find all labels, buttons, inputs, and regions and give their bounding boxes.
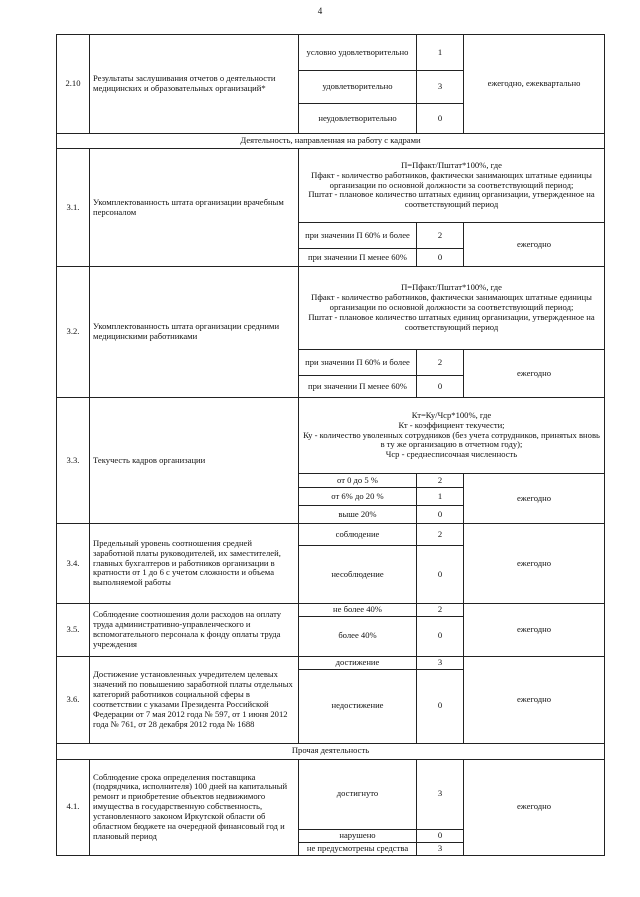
criterion-value: 3 bbox=[417, 842, 464, 855]
table-row bbox=[57, 267, 605, 350]
criterion-value: 1 bbox=[417, 35, 464, 71]
criterion-value: 3 bbox=[417, 759, 464, 829]
indicator-name: Укомплектованность штата организации средними медицинскими работниками bbox=[90, 267, 299, 398]
indicator-name: Соблюдение соотношения доли расходов на оплату труда административно-управленческого и вспомогательного персонала к фонду оплаты труда учреждения bbox=[90, 604, 299, 657]
criterion-label: условно удовлетворительно bbox=[299, 35, 417, 71]
criterion-label: несоблюдение bbox=[299, 546, 417, 604]
criterion-label: выше 20% bbox=[299, 506, 417, 524]
criterion-label: при значении П менее 60% bbox=[299, 249, 417, 267]
indicator-name: Текучесть кадров организации bbox=[90, 398, 299, 524]
table-row bbox=[57, 759, 605, 829]
indicator-name: Соблюдение срока определения поставщика (подрядчика, исполнителя) 100 дней на капитальный ремонт и приобретение объектов недвижимого имущества в государственную собственность, установленного законом Иркутской области об областном бюджете на очередной финансовый год и плановый период bbox=[90, 759, 299, 855]
formula-block bbox=[299, 267, 605, 350]
formula-block bbox=[299, 149, 605, 223]
table-row bbox=[57, 398, 605, 474]
criterion-value: 0 bbox=[417, 546, 464, 604]
periodicity: ежегодно bbox=[464, 604, 605, 657]
criterion-value: 0 bbox=[417, 669, 464, 743]
criterion-label: при значении П 60% и более bbox=[299, 223, 417, 249]
formula-line: Ку - количество уволенных сотрудников (без учета сотрудников, принятых вновь в ту же организацию в отчетном году); bbox=[303, 429, 600, 450]
table-row bbox=[57, 524, 605, 546]
periodicity: ежегодно bbox=[464, 656, 605, 743]
periodicity: ежегодно bbox=[464, 524, 605, 604]
section-row bbox=[57, 134, 605, 149]
row-number: 3.6. bbox=[57, 656, 90, 743]
criterion-label: достижение bbox=[299, 656, 417, 669]
criterion-value: 3 bbox=[417, 656, 464, 669]
criterion-label: удовлетворительно bbox=[299, 71, 417, 104]
criterion-label: неудовлетворительно bbox=[299, 104, 417, 134]
formula-block bbox=[299, 398, 605, 474]
row-number: 3.1. bbox=[57, 149, 90, 267]
criterion-value: 1 bbox=[417, 488, 464, 506]
criterion-label: более 40% bbox=[299, 616, 417, 656]
formula-line: Пфакт - количество работников, фактически занимающих штатные единицы организации по основной должности за соответствующий период; bbox=[311, 292, 592, 313]
section-title: Деятельность, направленная на работу с кадрами bbox=[57, 134, 605, 149]
section-row bbox=[57, 743, 605, 759]
formula-line: П=Пфакт/Пштат*100%, где bbox=[401, 159, 502, 170]
criterion-value: 0 bbox=[417, 249, 464, 267]
criterion-label: нарушено bbox=[299, 829, 417, 842]
formula-line: Пштат - плановое количество штатных единиц организации, утвержденное на соответствующий период bbox=[308, 189, 595, 210]
criterion-label: соблюдение bbox=[299, 524, 417, 546]
criterion-value: 2 bbox=[417, 350, 464, 376]
formula-line: П=Пфакт/Пштат*100%, где bbox=[401, 282, 502, 293]
criterion-value: 2 bbox=[417, 223, 464, 249]
periodicity: ежегодно bbox=[464, 350, 605, 398]
criterion-label: не предусмотрены средства bbox=[299, 842, 417, 855]
indicator-name: Укомплектованность штата организации врачебным персоналом bbox=[90, 149, 299, 267]
criterion-value: 0 bbox=[417, 104, 464, 134]
row-number: 3.5. bbox=[57, 604, 90, 657]
criterion-label: при значении П менее 60% bbox=[299, 376, 417, 398]
criterion-value: 2 bbox=[417, 524, 464, 546]
formula-line: Кт=Ку/Чср*100%, где bbox=[411, 409, 492, 420]
row-number: 3.3. bbox=[57, 398, 90, 524]
row-number: 3.4. bbox=[57, 524, 90, 604]
criterion-value: 0 bbox=[417, 829, 464, 842]
table-row bbox=[57, 149, 605, 223]
row-number: 3.2. bbox=[57, 267, 90, 398]
criterion-label: при значении П 60% и более bbox=[299, 350, 417, 376]
indicator-name: Достижение установленных учредителем целевых значений по повышению заработной платы отдельных категорий работников социальной сферы в соответствии с указами Президента Российской Федерации от 7 мая 2012 года № 597, от 1 июня 2012 года № 761, от 28 декабря 2012 года № 1688 bbox=[90, 656, 299, 743]
table-row bbox=[57, 604, 605, 617]
criterion-value: 0 bbox=[417, 506, 464, 524]
criterion-value: 0 bbox=[417, 376, 464, 398]
table-row bbox=[57, 35, 605, 71]
criterion-label: не более 40% bbox=[299, 604, 417, 617]
criterion-value: 2 bbox=[417, 604, 464, 617]
periodicity: ежегодно bbox=[464, 474, 605, 524]
section-title: Прочая деятельность bbox=[57, 743, 605, 759]
criterion-value: 2 bbox=[417, 474, 464, 488]
page-number: 4 bbox=[317, 6, 323, 16]
indicator-name: Результаты заслушивания отчетов о деятельности медицинских и образовательных организаций* bbox=[90, 35, 299, 134]
row-number: 4.1. bbox=[57, 759, 90, 855]
formula-line: Пфакт - количество работников, фактически занимающих штатные единицы организации по основной должности за соответствующий период; bbox=[311, 169, 592, 190]
formula-line: Кт - коэффициент текучести; bbox=[398, 419, 505, 430]
criterion-value: 3 bbox=[417, 71, 464, 104]
criterion-label: недостижение bbox=[299, 669, 417, 743]
formula-line: Чср - среднесписочная численность bbox=[385, 449, 518, 460]
row-number: 2.10 bbox=[57, 35, 90, 134]
criterion-label: достигнуто bbox=[299, 759, 417, 829]
periodicity: ежегодно, ежеквартально bbox=[464, 35, 605, 134]
formula-line: Пштат - плановое количество штатных единиц организации, утвержденное на соответствующий период bbox=[308, 311, 595, 332]
criterion-label: от 6% до 20 % bbox=[299, 488, 417, 506]
table-row bbox=[57, 656, 605, 669]
periodicity: ежегодно bbox=[464, 223, 605, 267]
periodicity: ежегодно bbox=[464, 759, 605, 855]
indicator-name: Предельный уровень соотношения средней заработной платы руководителей, их заместителей, главных бухгалтеров и работников организации в кратности от 1 до 6 с учетом сложности и объема выполняемой работы bbox=[90, 524, 299, 604]
criterion-label: от 0 до 5 % bbox=[299, 474, 417, 488]
indicators-table bbox=[56, 34, 605, 856]
criterion-value: 0 bbox=[417, 616, 464, 656]
